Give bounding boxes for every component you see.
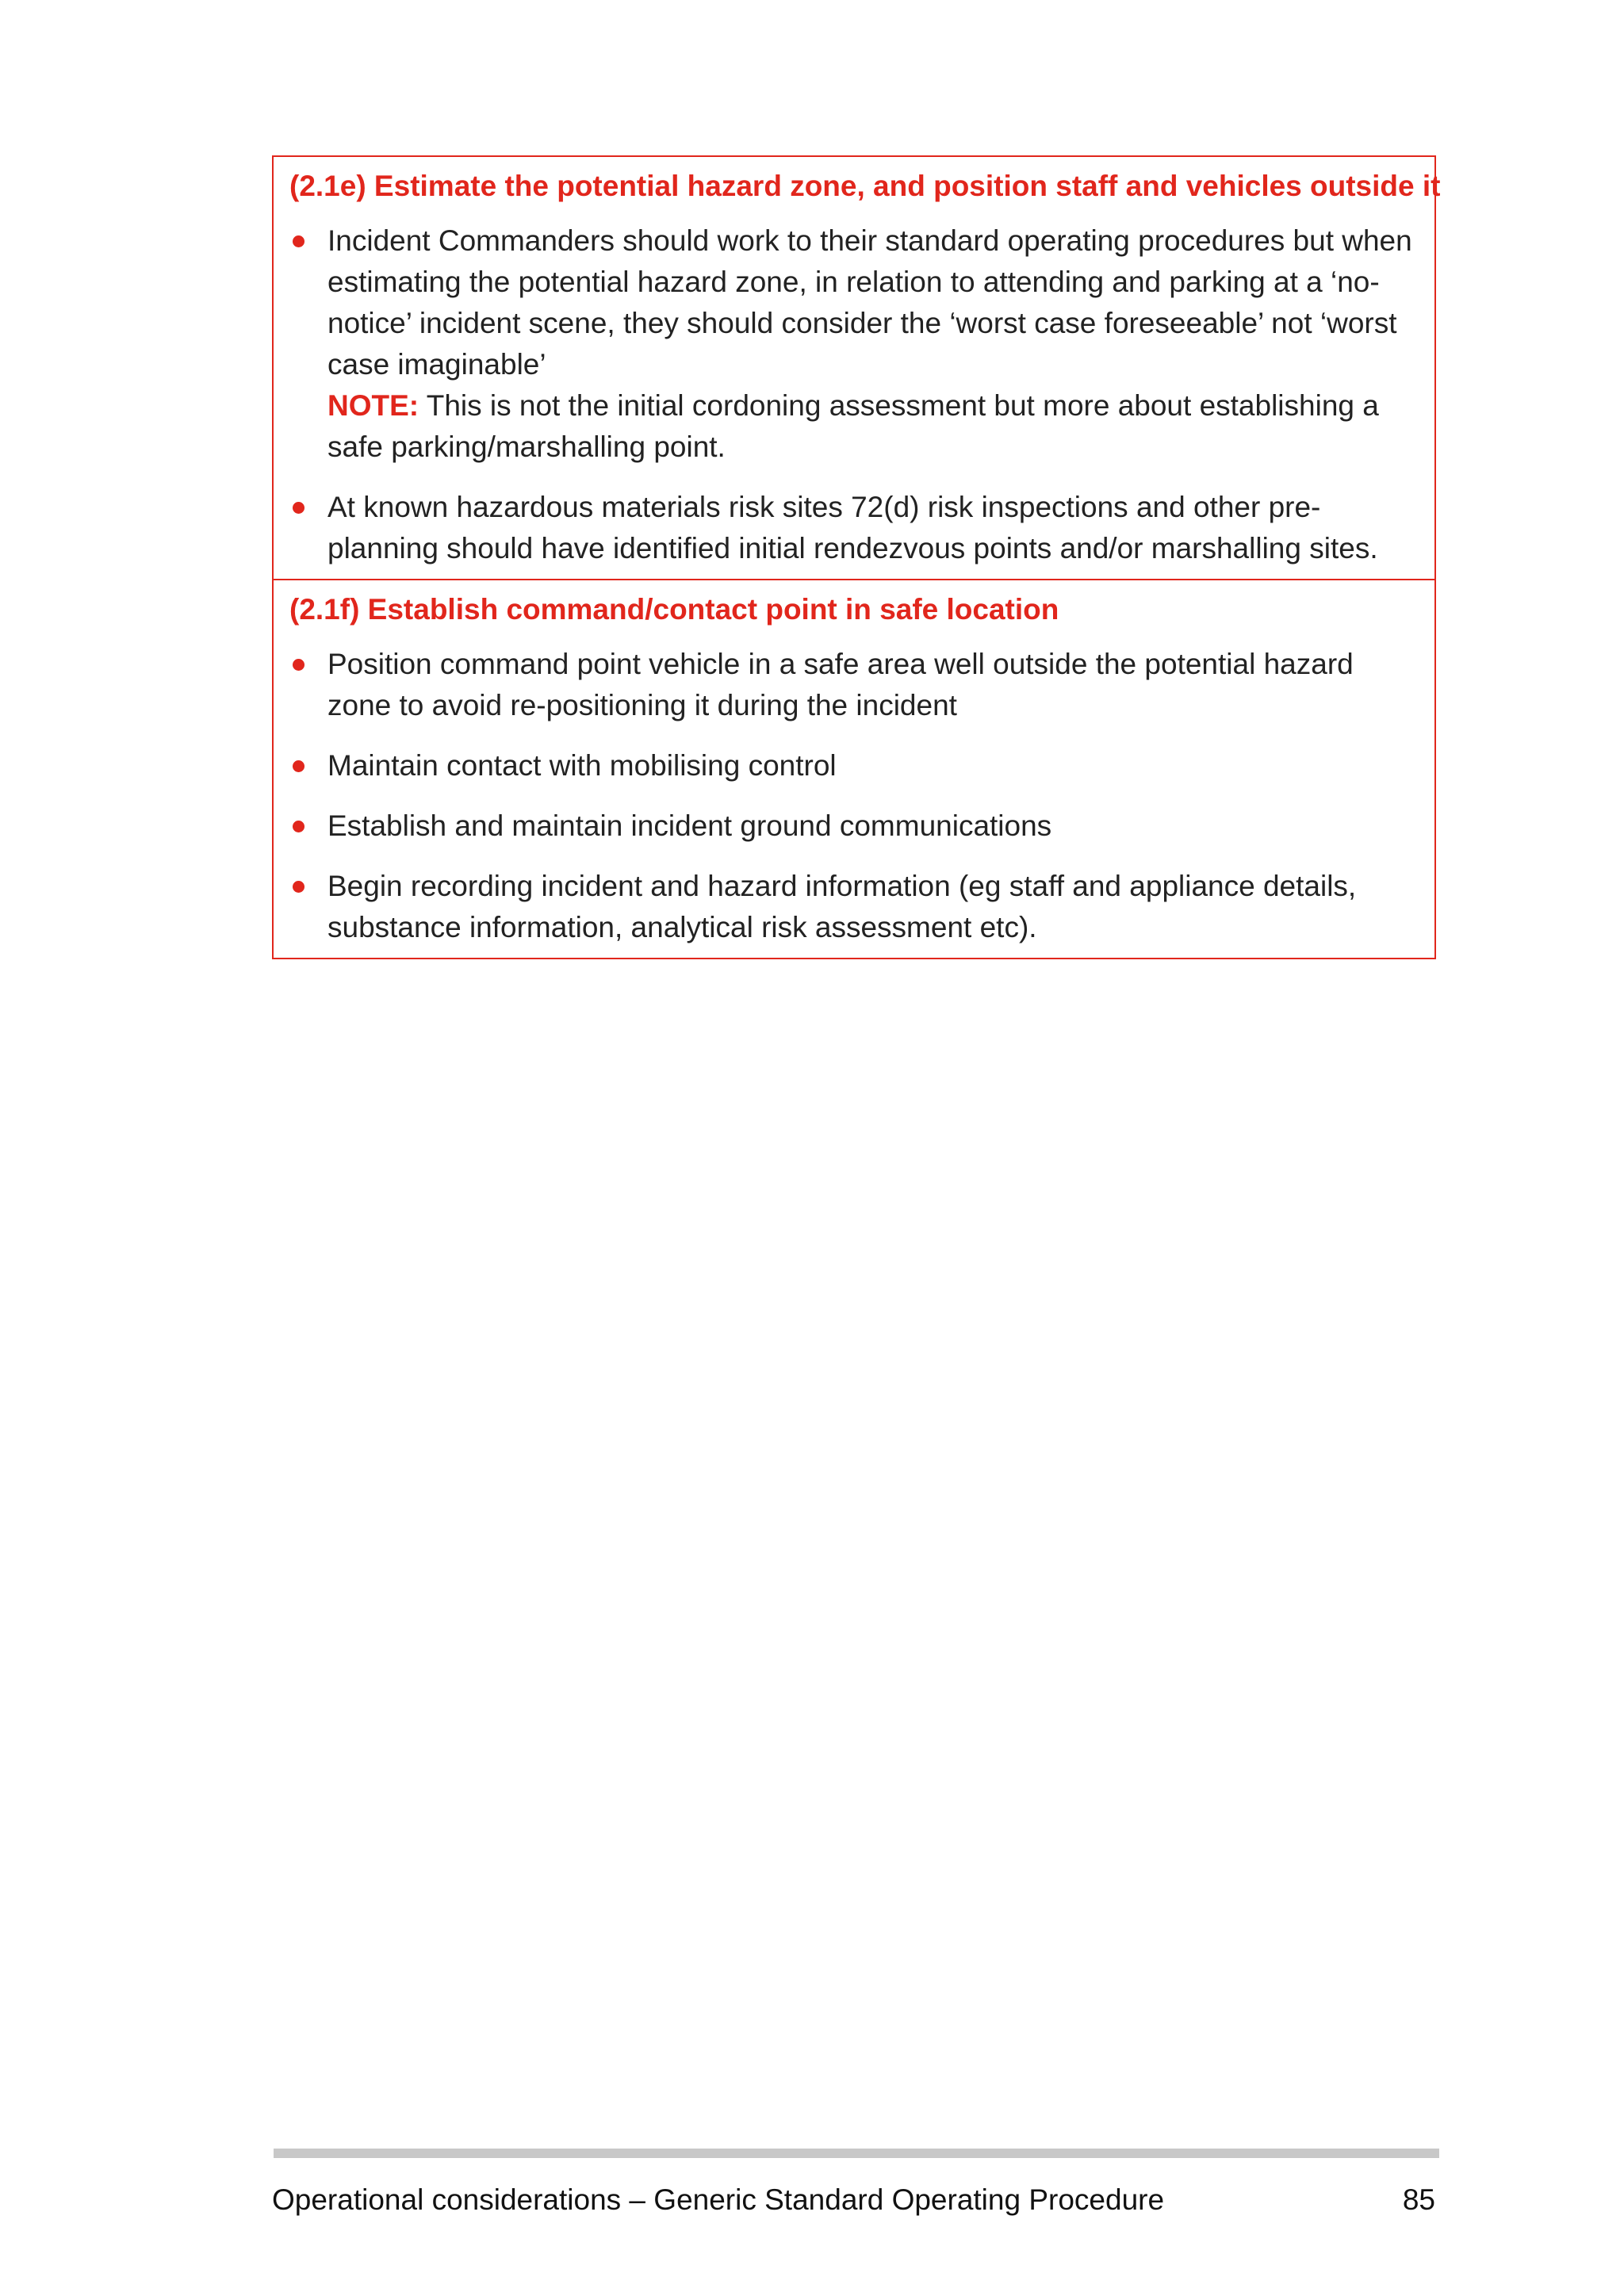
bullet-icon (293, 881, 304, 893)
page-number: 85 (1402, 2183, 1435, 2216)
list-item (289, 487, 1419, 569)
list-item (289, 644, 1419, 726)
footer-title: Operational considerations – Generic Standard Operating Procedure (272, 2183, 1165, 2216)
list-item (289, 866, 1419, 948)
footer-rule (274, 2149, 1439, 2158)
note-text: This is not the initial cordoning assessment but more about establishing a safe parking/marshalling point. (327, 389, 1379, 463)
section-heading: (2.1e) Estimate the potential hazard zone, and position staff and vehicles outside it (289, 170, 1441, 202)
page-content (272, 155, 1441, 959)
bullet-icon (293, 659, 304, 671)
list-item-text: Incident Commanders should work to their standard operating procedures but when estimating the potential hazard zone, in relation to attending and parking at a ‘no-notice’ incident scene, they should consider the ‘worst case foreseeable’ not ‘worst case imaginable’ (327, 224, 1412, 381)
bullet-list (289, 644, 1419, 948)
list-item-text: Position command point vehicle in a safe area well outside the potential hazard zone to avoid re-positioning it during the incident (327, 648, 1354, 721)
section-heading: (2.1f) Establish command/contact point in safe location (289, 593, 1059, 626)
list-item (289, 745, 1419, 786)
list-item-text: Establish and maintain incident ground communications (327, 809, 1052, 842)
bullet-icon (293, 235, 304, 247)
bullet-list (289, 487, 1419, 569)
note-label: NOTE: (327, 389, 419, 422)
bullet-icon (293, 821, 304, 832)
list-item (289, 806, 1419, 847)
bullet-list (289, 220, 1419, 385)
list-item-text: Maintain contact with mobilising control (327, 749, 837, 782)
list-item-text: Begin recording incident and hazard information (eg staff and appliance details, substance information, analytical risk assessment etc). (327, 870, 1357, 943)
list-item (289, 220, 1419, 385)
bullet-icon (293, 502, 304, 514)
bullet-icon (293, 760, 304, 772)
list-item-text: At known hazardous materials risk sites 72(d) risk inspections and other pre-planning should have identified initial rendezvous points and/or marshalling sites. (327, 491, 1378, 564)
section-2-1f (272, 580, 1436, 959)
section-2-1e (272, 155, 1441, 580)
note-block (289, 385, 1419, 468)
